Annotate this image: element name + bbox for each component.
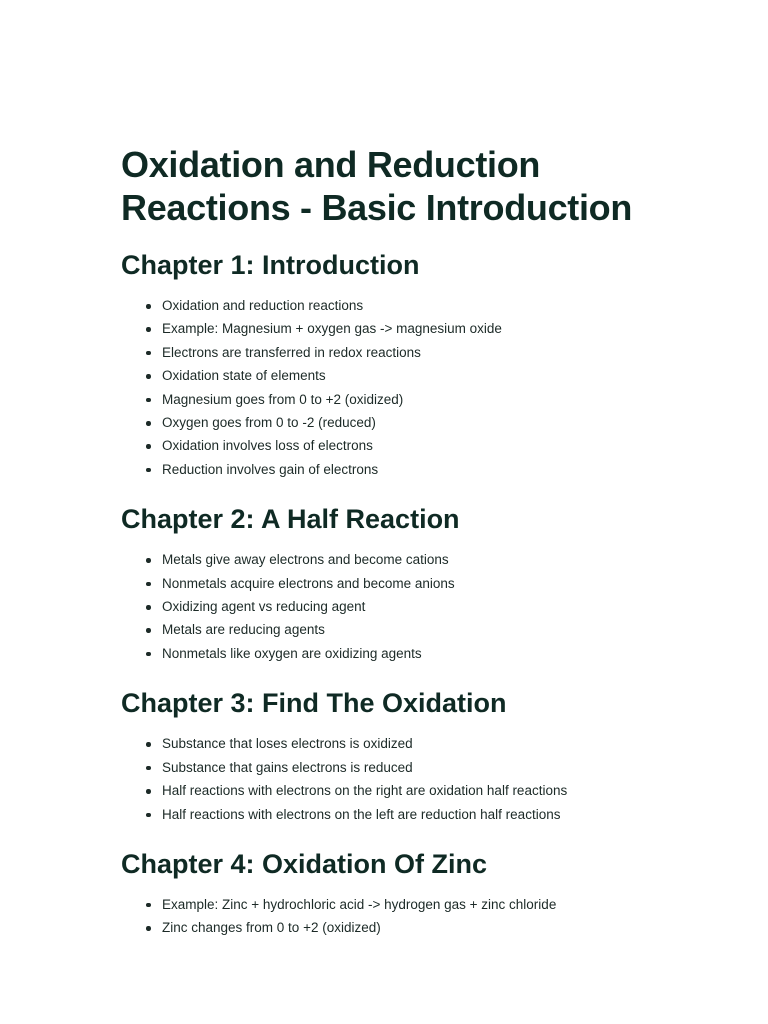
bullet-list <box>121 732 681 826</box>
list-item: Example: Zinc + hydrochloric acid -> hydrogen gas + zinc chloride <box>121 893 681 916</box>
chapter-2-section <box>121 502 681 665</box>
list-item: Nonmetals acquire electrons and become anions <box>121 572 681 595</box>
list-item: Metals are reducing agents <box>121 618 681 641</box>
chapter-1-section <box>121 248 681 481</box>
bullet-list <box>121 294 681 481</box>
list-item: Nonmetals like oxygen are oxidizing agents <box>121 642 681 665</box>
chapter-heading: Chapter 4: Oxidation Of Zinc <box>121 848 488 879</box>
chapter-heading: Chapter 2: A Half Reaction <box>121 504 460 535</box>
list-item: Substance that loses electrons is oxidized <box>121 732 681 755</box>
list-item: Reduction involves gain of electrons <box>121 458 681 481</box>
document-page <box>121 143 681 940</box>
list-item: Electrons are transferred in redox reactions <box>121 341 681 364</box>
bullet-list <box>121 893 681 940</box>
document-title: Oxidation and Reduction Reactions - Basic Introduction <box>121 144 633 228</box>
list-item: Oxidation and reduction reactions <box>121 294 681 317</box>
list-item: Magnesium goes from 0 to +2 (oxidized) <box>121 388 681 411</box>
list-item: Oxidizing agent vs reducing agent <box>121 595 681 618</box>
list-item: Metals give away electrons and become cations <box>121 548 681 571</box>
list-item: Oxidation state of elements <box>121 364 681 387</box>
chapter-3-section <box>121 686 681 826</box>
list-item: Oxidation involves loss of electrons <box>121 434 681 457</box>
bullet-list <box>121 548 681 665</box>
chapter-4-section <box>121 847 681 940</box>
list-item: Example: Magnesium + oxygen gas -> magnesium oxide <box>121 317 681 340</box>
list-item: Substance that gains electrons is reduced <box>121 756 681 779</box>
chapter-heading: Chapter 1: Introduction <box>121 250 420 280</box>
chapter-heading: Chapter 3: Find The Oxidation <box>121 688 507 719</box>
list-item: Oxygen goes from 0 to -2 (reduced) <box>121 411 681 434</box>
list-item: Half reactions with electrons on the left are reduction half reactions <box>121 803 681 826</box>
list-item: Zinc changes from 0 to +2 (oxidized) <box>121 916 681 939</box>
list-item: Half reactions with electrons on the right are oxidation half reactions <box>121 779 681 802</box>
